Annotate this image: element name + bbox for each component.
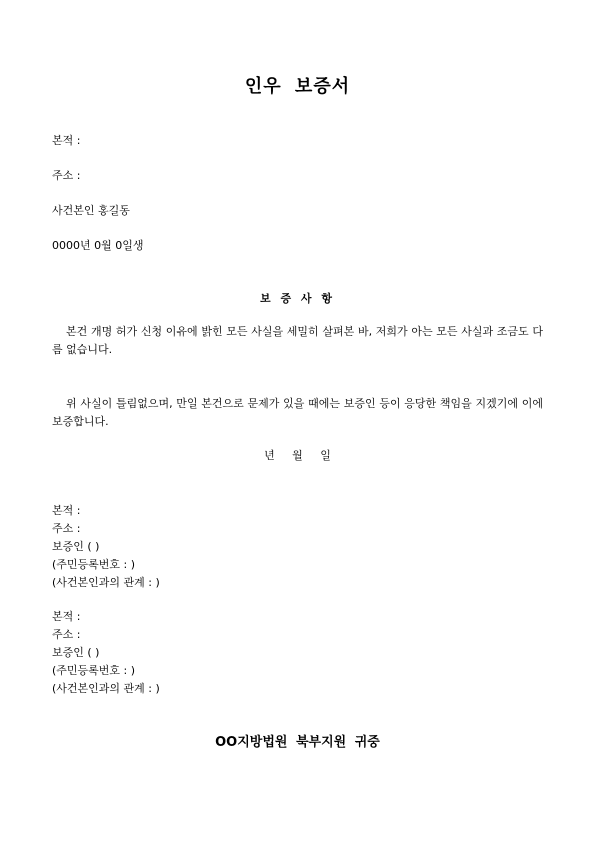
- applicant-subject-line: 사건본인 홍길동: [52, 204, 130, 217]
- guarantor-2-domicile-label: 본적 :: [52, 610, 81, 623]
- document-title: 인우 보증서: [244, 76, 351, 97]
- guarantor-1-relation-label: (사건본인과의 관계 : ): [52, 576, 160, 589]
- court-addressee: OO지방법원 북부지원 귀중: [215, 735, 380, 750]
- guarantee-paragraph-2: 위 사실이 틀림없으며, 만일 본건으로 문제가 있을 때에는 보증인 등이 응당한 책임을 지겠기에 이에 보증합니다.: [52, 397, 543, 428]
- guarantor-1-resident-no-label: (주민등록번호 : ): [52, 558, 136, 571]
- section-heading: 보 증 사 항: [260, 292, 335, 305]
- guarantor-1-name-label: 보증인 ( ): [52, 540, 100, 553]
- guarantor-2-relation-label: (사건본인과의 관계 : ): [52, 682, 160, 695]
- date-line: 년 월 일: [264, 449, 331, 462]
- applicant-domicile-label: 본적 :: [52, 134, 81, 147]
- guarantor-1-address-label: 주소 :: [52, 522, 81, 535]
- guarantor-2-resident-no-label: (주민등록번호 : ): [52, 664, 136, 677]
- guarantor-1-domicile-label: 본적 :: [52, 504, 81, 517]
- applicant-birth-line: 0000년 0월 0일생: [52, 239, 144, 252]
- guarantor-2-address-label: 주소 :: [52, 628, 81, 641]
- applicant-address-label: 주소 :: [52, 169, 81, 182]
- guarantor-2-name-label: 보증인 ( ): [52, 646, 100, 659]
- guarantee-paragraph-1: 본건 개명 허가 신청 이유에 밝힌 모든 사실을 세밀히 살펴본 바, 저희가 아는 모든 사실과 조금도 다름 없습니다.: [52, 325, 543, 356]
